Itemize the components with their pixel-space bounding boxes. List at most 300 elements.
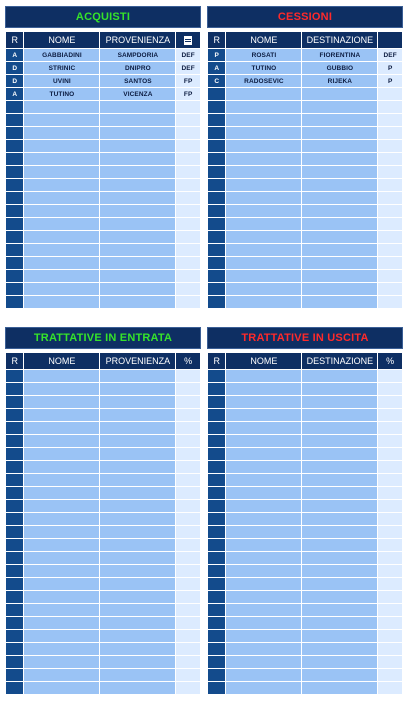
club-cell[interactable]: [302, 127, 377, 139]
name-cell[interactable]: [226, 88, 301, 100]
status-cell[interactable]: [176, 539, 200, 551]
table-row[interactable]: [6, 682, 200, 694]
status-cell[interactable]: [378, 669, 402, 681]
club-cell[interactable]: [100, 231, 175, 243]
role-cell[interactable]: C: [208, 75, 225, 87]
role-cell[interactable]: [208, 396, 225, 408]
table-row[interactable]: [208, 62, 402, 74]
table-row[interactable]: [6, 396, 200, 408]
table-row[interactable]: [6, 591, 200, 603]
status-cell[interactable]: [378, 474, 402, 486]
table-row[interactable]: [208, 617, 402, 629]
table-row[interactable]: [6, 244, 200, 256]
status-cell[interactable]: DEF: [176, 62, 200, 74]
status-cell[interactable]: [176, 127, 200, 139]
role-cell[interactable]: [6, 127, 23, 139]
role-cell[interactable]: [6, 526, 23, 538]
club-cell[interactable]: [302, 617, 377, 629]
name-cell[interactable]: [226, 500, 301, 512]
club-cell[interactable]: DNIPRO: [100, 62, 175, 74]
table-row[interactable]: [6, 88, 200, 100]
role-cell[interactable]: [6, 565, 23, 577]
status-cell[interactable]: [176, 474, 200, 486]
table-row[interactable]: [208, 474, 402, 486]
status-cell[interactable]: [176, 656, 200, 668]
club-cell[interactable]: [100, 578, 175, 590]
role-cell[interactable]: [208, 383, 225, 395]
club-cell[interactable]: [100, 153, 175, 165]
name-cell[interactable]: TUTINO: [226, 62, 301, 74]
role-cell[interactable]: [6, 153, 23, 165]
status-cell[interactable]: DEF: [176, 49, 200, 61]
status-cell[interactable]: [378, 205, 402, 217]
role-cell[interactable]: A: [6, 49, 23, 61]
table-row[interactable]: [208, 127, 402, 139]
club-cell[interactable]: [302, 435, 377, 447]
name-cell[interactable]: [226, 409, 301, 421]
name-cell[interactable]: [24, 409, 99, 421]
club-cell[interactable]: [302, 383, 377, 395]
role-cell[interactable]: [208, 296, 225, 308]
role-cell[interactable]: [6, 513, 23, 525]
role-cell[interactable]: [6, 192, 23, 204]
name-cell[interactable]: [24, 179, 99, 191]
club-cell[interactable]: [100, 205, 175, 217]
club-cell[interactable]: [302, 166, 377, 178]
status-cell[interactable]: FP: [176, 75, 200, 87]
role-cell[interactable]: [6, 643, 23, 655]
table-row[interactable]: [6, 552, 200, 564]
table-row[interactable]: [208, 500, 402, 512]
club-cell[interactable]: [302, 283, 377, 295]
status-cell[interactable]: [378, 539, 402, 551]
club-cell[interactable]: [302, 656, 377, 668]
table-row[interactable]: [6, 500, 200, 512]
club-cell[interactable]: [100, 526, 175, 538]
table-row[interactable]: [6, 127, 200, 139]
name-cell[interactable]: [226, 192, 301, 204]
table-row[interactable]: [208, 669, 402, 681]
name-cell[interactable]: [226, 682, 301, 694]
role-cell[interactable]: [6, 231, 23, 243]
status-cell[interactable]: [176, 140, 200, 152]
club-cell[interactable]: [302, 682, 377, 694]
name-cell[interactable]: [24, 565, 99, 577]
role-cell[interactable]: [6, 283, 23, 295]
club-cell[interactable]: [302, 296, 377, 308]
club-cell[interactable]: [100, 643, 175, 655]
club-cell[interactable]: [100, 140, 175, 152]
name-cell[interactable]: [24, 153, 99, 165]
name-cell[interactable]: [24, 474, 99, 486]
status-cell[interactable]: [378, 500, 402, 512]
table-row[interactable]: [208, 526, 402, 538]
table-row[interactable]: [208, 153, 402, 165]
role-cell[interactable]: [208, 192, 225, 204]
table-row[interactable]: [6, 539, 200, 551]
status-cell[interactable]: [378, 565, 402, 577]
role-cell[interactable]: [6, 669, 23, 681]
name-cell[interactable]: STRINIC: [24, 62, 99, 74]
table-row[interactable]: [6, 205, 200, 217]
status-cell[interactable]: [176, 244, 200, 256]
status-cell[interactable]: [176, 101, 200, 113]
table-row[interactable]: [208, 448, 402, 460]
table-row[interactable]: [208, 166, 402, 178]
club-cell[interactable]: [100, 179, 175, 191]
status-cell[interactable]: [176, 192, 200, 204]
role-cell[interactable]: [208, 370, 225, 382]
status-cell[interactable]: P: [378, 62, 402, 74]
table-row[interactable]: [6, 409, 200, 421]
table-row[interactable]: [208, 578, 402, 590]
status-cell[interactable]: [378, 244, 402, 256]
club-cell[interactable]: [302, 205, 377, 217]
club-cell[interactable]: [100, 552, 175, 564]
status-cell[interactable]: DEF: [378, 49, 402, 61]
status-cell[interactable]: [176, 513, 200, 525]
status-cell[interactable]: [378, 231, 402, 243]
table-row[interactable]: [208, 244, 402, 256]
club-cell[interactable]: [100, 218, 175, 230]
name-cell[interactable]: [24, 396, 99, 408]
role-cell[interactable]: [208, 153, 225, 165]
club-cell[interactable]: [100, 461, 175, 473]
name-cell[interactable]: [24, 383, 99, 395]
club-cell[interactable]: [100, 422, 175, 434]
table-row[interactable]: [208, 140, 402, 152]
club-cell[interactable]: [100, 409, 175, 421]
name-cell[interactable]: [24, 526, 99, 538]
role-cell[interactable]: [6, 166, 23, 178]
role-cell[interactable]: [6, 218, 23, 230]
role-cell[interactable]: [208, 630, 225, 642]
role-cell[interactable]: [208, 270, 225, 282]
club-cell[interactable]: [302, 461, 377, 473]
table-row[interactable]: [6, 656, 200, 668]
table-row[interactable]: [6, 565, 200, 577]
club-cell[interactable]: VICENZA: [100, 88, 175, 100]
name-cell[interactable]: [24, 257, 99, 269]
status-cell[interactable]: [378, 283, 402, 295]
status-cell[interactable]: [176, 179, 200, 191]
club-cell[interactable]: [100, 383, 175, 395]
name-cell[interactable]: [24, 270, 99, 282]
role-cell[interactable]: [6, 409, 23, 421]
table-row[interactable]: [6, 283, 200, 295]
table-row[interactable]: [208, 656, 402, 668]
role-cell[interactable]: [6, 435, 23, 447]
role-cell[interactable]: [208, 218, 225, 230]
name-cell[interactable]: [24, 296, 99, 308]
role-cell[interactable]: [208, 435, 225, 447]
name-cell[interactable]: [226, 448, 301, 460]
role-cell[interactable]: [208, 526, 225, 538]
role-cell[interactable]: [6, 591, 23, 603]
role-cell[interactable]: [6, 604, 23, 616]
table-row[interactable]: [6, 166, 200, 178]
club-cell[interactable]: [100, 669, 175, 681]
club-cell[interactable]: [100, 448, 175, 460]
club-cell[interactable]: [100, 617, 175, 629]
name-cell[interactable]: [24, 682, 99, 694]
club-cell[interactable]: FIORENTINA: [302, 49, 377, 61]
club-cell[interactable]: [100, 539, 175, 551]
name-cell[interactable]: [226, 114, 301, 126]
status-cell[interactable]: [378, 422, 402, 434]
status-cell[interactable]: [378, 153, 402, 165]
name-cell[interactable]: [226, 461, 301, 473]
status-cell[interactable]: [378, 270, 402, 282]
club-cell[interactable]: [302, 370, 377, 382]
role-cell[interactable]: [208, 127, 225, 139]
role-cell[interactable]: [208, 604, 225, 616]
club-cell[interactable]: [100, 192, 175, 204]
role-cell[interactable]: [6, 114, 23, 126]
club-cell[interactable]: [302, 88, 377, 100]
role-cell[interactable]: [6, 487, 23, 499]
club-cell[interactable]: [302, 552, 377, 564]
table-row[interactable]: [6, 643, 200, 655]
name-cell[interactable]: [24, 370, 99, 382]
table-row[interactable]: [6, 218, 200, 230]
status-cell[interactable]: [176, 526, 200, 538]
table-row[interactable]: [208, 487, 402, 499]
name-cell[interactable]: [226, 257, 301, 269]
status-cell[interactable]: [176, 114, 200, 126]
status-cell[interactable]: [176, 682, 200, 694]
status-cell[interactable]: [378, 630, 402, 642]
table-row[interactable]: [6, 630, 200, 642]
header-list[interactable]: [176, 32, 200, 48]
status-cell[interactable]: [378, 656, 402, 668]
status-cell[interactable]: [378, 617, 402, 629]
name-cell[interactable]: TUTINO: [24, 88, 99, 100]
status-cell[interactable]: [378, 140, 402, 152]
status-cell[interactable]: [378, 487, 402, 499]
name-cell[interactable]: [226, 643, 301, 655]
role-cell[interactable]: [208, 474, 225, 486]
status-cell[interactable]: [378, 409, 402, 421]
table-row[interactable]: [208, 591, 402, 603]
club-cell[interactable]: [100, 257, 175, 269]
role-cell[interactable]: [6, 539, 23, 551]
status-cell[interactable]: P: [378, 75, 402, 87]
club-cell[interactable]: [302, 257, 377, 269]
role-cell[interactable]: [6, 656, 23, 668]
name-cell[interactable]: [226, 101, 301, 113]
table-row[interactable]: [6, 461, 200, 473]
name-cell[interactable]: [24, 127, 99, 139]
table-row[interactable]: [208, 88, 402, 100]
name-cell[interactable]: [24, 166, 99, 178]
club-cell[interactable]: [302, 140, 377, 152]
name-cell[interactable]: [24, 140, 99, 152]
status-cell[interactable]: [378, 383, 402, 395]
status-cell[interactable]: FP: [176, 88, 200, 100]
table-row[interactable]: [208, 630, 402, 642]
status-cell[interactable]: [176, 409, 200, 421]
role-cell[interactable]: [6, 205, 23, 217]
table-row[interactable]: [208, 682, 402, 694]
name-cell[interactable]: [24, 578, 99, 590]
table-row[interactable]: [6, 75, 200, 87]
name-cell[interactable]: [24, 487, 99, 499]
name-cell[interactable]: [226, 669, 301, 681]
status-cell[interactable]: [176, 500, 200, 512]
table-row[interactable]: [6, 49, 200, 61]
role-cell[interactable]: [208, 409, 225, 421]
role-cell[interactable]: [208, 166, 225, 178]
name-cell[interactable]: [226, 539, 301, 551]
club-cell[interactable]: RIJEKA: [302, 75, 377, 87]
table-row[interactable]: [6, 192, 200, 204]
name-cell[interactable]: [24, 500, 99, 512]
status-cell[interactable]: [378, 192, 402, 204]
status-cell[interactable]: [378, 218, 402, 230]
table-row[interactable]: [6, 669, 200, 681]
table-row[interactable]: [208, 461, 402, 473]
role-cell[interactable]: D: [6, 62, 23, 74]
club-cell[interactable]: [100, 604, 175, 616]
status-cell[interactable]: [176, 370, 200, 382]
status-cell[interactable]: [176, 591, 200, 603]
status-cell[interactable]: [176, 565, 200, 577]
status-cell[interactable]: [378, 552, 402, 564]
table-row[interactable]: [208, 231, 402, 243]
table-row[interactable]: [6, 270, 200, 282]
club-cell[interactable]: [302, 526, 377, 538]
name-cell[interactable]: [226, 591, 301, 603]
table-row[interactable]: [6, 383, 200, 395]
club-cell[interactable]: [302, 669, 377, 681]
table-row[interactable]: [208, 270, 402, 282]
role-cell[interactable]: [208, 513, 225, 525]
table-row[interactable]: [6, 101, 200, 113]
club-cell[interactable]: [302, 474, 377, 486]
club-cell[interactable]: [302, 270, 377, 282]
name-cell[interactable]: UVINI: [24, 75, 99, 87]
role-cell[interactable]: [6, 617, 23, 629]
role-cell[interactable]: [208, 283, 225, 295]
club-cell[interactable]: [302, 396, 377, 408]
club-cell[interactable]: [100, 244, 175, 256]
role-cell[interactable]: [6, 270, 23, 282]
status-cell[interactable]: [378, 435, 402, 447]
name-cell[interactable]: [226, 179, 301, 191]
name-cell[interactable]: [226, 283, 301, 295]
role-cell[interactable]: [208, 552, 225, 564]
role-cell[interactable]: [208, 682, 225, 694]
table-row[interactable]: [208, 205, 402, 217]
role-cell[interactable]: [6, 296, 23, 308]
table-row[interactable]: [6, 153, 200, 165]
role-cell[interactable]: [6, 257, 23, 269]
name-cell[interactable]: [24, 669, 99, 681]
table-row[interactable]: [208, 283, 402, 295]
table-row[interactable]: [208, 604, 402, 616]
status-cell[interactable]: [378, 114, 402, 126]
role-cell[interactable]: [6, 101, 23, 113]
club-cell[interactable]: [302, 422, 377, 434]
name-cell[interactable]: [24, 435, 99, 447]
role-cell[interactable]: [208, 539, 225, 551]
status-cell[interactable]: [378, 257, 402, 269]
status-cell[interactable]: [176, 231, 200, 243]
role-cell[interactable]: [6, 461, 23, 473]
role-cell[interactable]: [6, 383, 23, 395]
club-cell[interactable]: [100, 127, 175, 139]
status-cell[interactable]: [378, 127, 402, 139]
table-row[interactable]: [6, 370, 200, 382]
role-cell[interactable]: [208, 500, 225, 512]
name-cell[interactable]: [226, 153, 301, 165]
role-cell[interactable]: [208, 422, 225, 434]
name-cell[interactable]: [226, 578, 301, 590]
role-cell[interactable]: [6, 140, 23, 152]
name-cell[interactable]: [24, 231, 99, 243]
status-cell[interactable]: [176, 283, 200, 295]
name-cell[interactable]: [226, 383, 301, 395]
status-cell[interactable]: [176, 461, 200, 473]
role-cell[interactable]: [6, 370, 23, 382]
club-cell[interactable]: [100, 370, 175, 382]
table-row[interactable]: [208, 513, 402, 525]
table-row[interactable]: [208, 370, 402, 382]
name-cell[interactable]: [226, 231, 301, 243]
table-row[interactable]: [208, 296, 402, 308]
status-cell[interactable]: [176, 604, 200, 616]
name-cell[interactable]: [226, 296, 301, 308]
table-row[interactable]: [6, 140, 200, 152]
table-row[interactable]: [6, 526, 200, 538]
status-cell[interactable]: [176, 270, 200, 282]
table-row[interactable]: [6, 474, 200, 486]
status-cell[interactable]: [176, 296, 200, 308]
table-row[interactable]: [208, 552, 402, 564]
status-cell[interactable]: [176, 218, 200, 230]
status-cell[interactable]: [378, 578, 402, 590]
status-cell[interactable]: [176, 617, 200, 629]
status-cell[interactable]: [378, 682, 402, 694]
club-cell[interactable]: [100, 435, 175, 447]
club-cell[interactable]: [302, 578, 377, 590]
table-row[interactable]: [208, 114, 402, 126]
club-cell[interactable]: [100, 682, 175, 694]
status-cell[interactable]: [176, 643, 200, 655]
status-cell[interactable]: [378, 526, 402, 538]
role-cell[interactable]: [6, 422, 23, 434]
name-cell[interactable]: [24, 656, 99, 668]
role-cell[interactable]: [208, 669, 225, 681]
name-cell[interactable]: [24, 101, 99, 113]
club-cell[interactable]: [302, 591, 377, 603]
club-cell[interactable]: [302, 604, 377, 616]
table-row[interactable]: [6, 578, 200, 590]
status-cell[interactable]: [176, 448, 200, 460]
role-cell[interactable]: [6, 682, 23, 694]
table-row[interactable]: [6, 487, 200, 499]
role-cell[interactable]: [208, 101, 225, 113]
status-cell[interactable]: [176, 669, 200, 681]
role-cell[interactable]: [208, 461, 225, 473]
club-cell[interactable]: SANTOS: [100, 75, 175, 87]
table-row[interactable]: [208, 101, 402, 113]
role-cell[interactable]: [208, 140, 225, 152]
name-cell[interactable]: [24, 205, 99, 217]
club-cell[interactable]: [100, 283, 175, 295]
club-cell[interactable]: [100, 296, 175, 308]
